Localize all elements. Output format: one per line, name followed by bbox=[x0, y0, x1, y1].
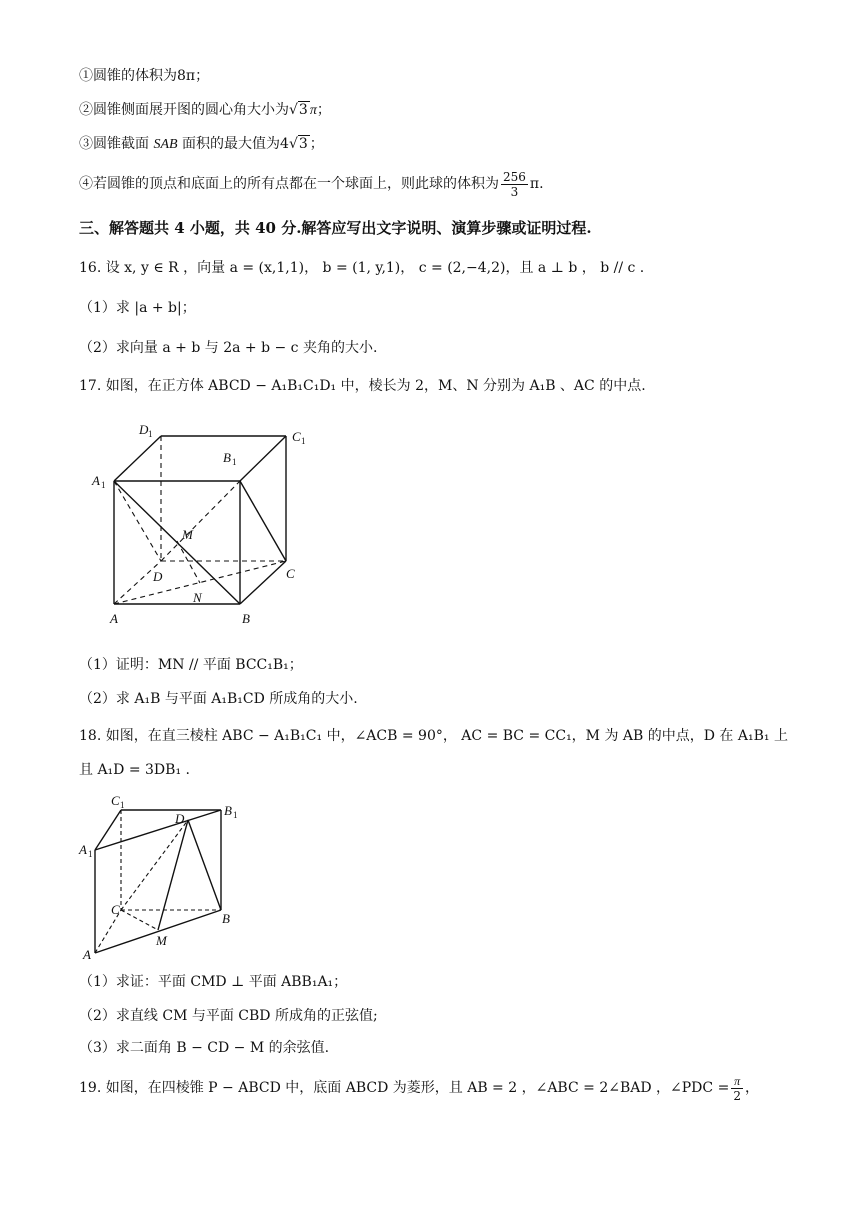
label-C1: C bbox=[111, 793, 120, 808]
section-heading: 三、解答题共 4 小题，共 40 分.解答应写出文字说明、演算步骤或证明过程. bbox=[79, 219, 592, 237]
label-C: C bbox=[111, 902, 120, 917]
prism-figure bbox=[75, 790, 255, 965]
q16-part2: （2）求向量 a + b 与 2a + b − c 夹角的大小. bbox=[79, 340, 378, 356]
svg-text:1: 1 bbox=[101, 480, 106, 490]
q17-part1: （1）证明：MN // 平面 BCC₁B₁； bbox=[79, 657, 303, 673]
label-C1: C bbox=[292, 429, 301, 444]
cube-figure bbox=[85, 415, 325, 630]
label-B: B bbox=[222, 911, 230, 926]
label-N: N bbox=[193, 590, 202, 605]
label-A: A bbox=[83, 947, 91, 962]
svg-text:1: 1 bbox=[232, 457, 237, 467]
q19-stem: 19. 如图，在四棱锥 P − ABCD 中，底面 ABCD 为菱形，且 AB = 2 ，∠ABC = 2∠BAD ，∠PDC = $\frac{\pi}{2}$ ， bbox=[79, 1073, 759, 1103]
svg-text:1: 1 bbox=[88, 849, 93, 859]
svg-text:1: 1 bbox=[301, 436, 306, 446]
label-D: D bbox=[153, 569, 163, 584]
svg-text:1: 1 bbox=[148, 429, 153, 439]
q18-part3: （3）求二面角 B − CD − M 的余弦值. bbox=[79, 1040, 330, 1056]
statement-1: ①圆锥的体积为8π； bbox=[79, 68, 210, 84]
label-A1: A bbox=[92, 473, 100, 488]
label-D1: D bbox=[139, 422, 149, 437]
label-C: C bbox=[286, 566, 295, 581]
fraction: $\frac{\pi}{2}$ bbox=[733, 1073, 741, 1103]
q18-stem-line2: 且 A₁D = 3DB₁ . bbox=[79, 762, 190, 778]
svg-text:1: 1 bbox=[120, 800, 125, 810]
q17-stem: 17. 如图，在正方体 ABCD − A₁B₁C₁D₁ 中，棱长为 2，M、N 分别为 A₁B 、AC 的中点. bbox=[79, 378, 646, 394]
label-A1: A bbox=[79, 842, 87, 857]
q18-part2: （2）求直线 CM 与平面 CBD 所成角的正弦值; bbox=[79, 1008, 378, 1024]
label-A: A bbox=[110, 611, 118, 626]
label-B1: B bbox=[224, 803, 232, 818]
svg-text:1: 1 bbox=[233, 810, 238, 820]
label-M: M bbox=[156, 933, 167, 948]
q16-stem: 16. 设 x, y ∈ R ，向量 a = (x,1,1)， b = (1, y,1)， c = (2,−4,2)，且 a ⊥ b ， b // c . bbox=[79, 260, 645, 276]
statement-2: ②圆锥侧面展开图的圆心角大小为√3 π； bbox=[79, 102, 331, 118]
statement-3: ③圆锥截面 SAB 面积的最大值为4√3 ； bbox=[79, 136, 324, 152]
label-D: D bbox=[175, 811, 185, 826]
label-M: M bbox=[182, 527, 193, 542]
q16-part1: （1）求 |a + b|； bbox=[79, 300, 196, 316]
q18-stem-line1: 18. 如图，在直三棱柱 ABC − A₁B₁C₁ 中，∠ACB = 90°， AC = BC = CC₁，M 为 AB 的中点，D 在 A₁B₁ 上 bbox=[79, 728, 788, 744]
statement-4: ④若圆锥的顶点和底面上的所有点都在一个球面上，则此球的体积为 $\frac{256}{3}$ π. bbox=[79, 169, 544, 199]
label-B1: B bbox=[223, 450, 231, 465]
q17-part2: （2）求 A₁B 与平面 A₁B₁CD 所成角的大小. bbox=[79, 691, 358, 707]
fraction: $\frac{256}{3}$ bbox=[503, 169, 526, 199]
label-B: B bbox=[242, 611, 250, 626]
q18-part1: （1）求证：平面 CMD ⊥ 平面 ABB₁A₁； bbox=[79, 974, 348, 990]
